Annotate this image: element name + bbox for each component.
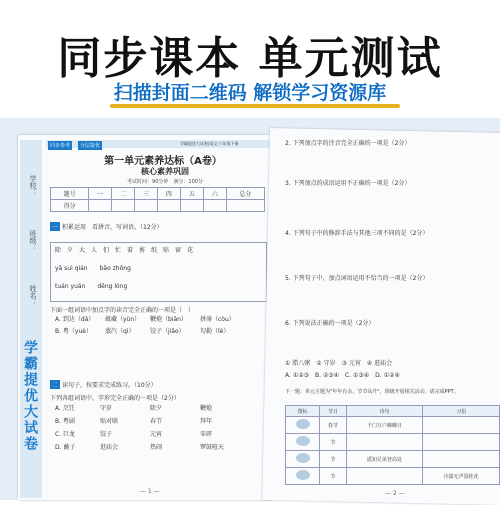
option-d: D. 蘸子 — [55, 444, 76, 451]
score-row-label: 得分 — [51, 200, 89, 212]
grid-cell[interactable] — [423, 417, 500, 434]
score-head: 五 — [180, 188, 203, 200]
word-b: B. 粤（yuè） — [55, 328, 92, 335]
option-c: 饺子 — [100, 431, 113, 438]
score-table — [50, 187, 265, 212]
score-cell[interactable] — [203, 200, 226, 212]
page-number-left: — 1 — — [140, 488, 160, 495]
banner-subtitle: 扫描封面二维码 解锁学习资源库 — [113, 82, 387, 104]
grid-cell: 春节 — [320, 417, 346, 434]
word-a: 拼凑（còu） — [200, 316, 235, 323]
section-3-text: 读句子，按要求完成练习。（10分） — [62, 382, 157, 389]
festival-icon — [286, 417, 320, 434]
grid-head: 图标 — [286, 406, 320, 417]
score-cell[interactable] — [180, 200, 203, 212]
word-b: 蒸汽（qì） — [105, 328, 135, 335]
score-head: 二 — [112, 188, 135, 200]
grid-cell: 冷露无声湿桂花 — [423, 468, 500, 485]
word-a: 鞭炮（biān） — [150, 316, 187, 323]
option-a: 除夕 — [150, 405, 163, 412]
grid-head: 习俗 — [423, 406, 500, 417]
name-label: 姓名： — [29, 285, 37, 306]
pinyin-line: tuán yuán dēng lóng — [55, 283, 128, 290]
option-a: 鞭炮 — [200, 405, 213, 412]
word-b: 饺子（jiǎo） — [150, 328, 185, 335]
option-c: 元宵 — [150, 431, 163, 438]
option-c: C. 巨龙 — [55, 431, 76, 438]
unit-title: 第一单元素养达标（A卷） — [104, 156, 222, 167]
grid-cell: 遥知兄弟登高处 — [346, 451, 423, 468]
subtitle-underline — [110, 104, 400, 108]
score-head: 六 — [203, 188, 226, 200]
pinyin-line: yā suì qián bǎo zhōng — [55, 265, 131, 272]
question-line: ① 腊八粥 ② 守岁 ③ 元宵 ④ 逛庙会 — [285, 360, 393, 367]
option-b: 拜年 — [200, 418, 213, 425]
grid-cell: 节 — [320, 468, 346, 485]
grid-cell: 千门万户曈曈日 — [346, 417, 423, 434]
banner — [0, 0, 500, 118]
pinyin-line: 除 夕 大 人 们 忙 着 剪 纸 贴 窗 花 — [55, 247, 194, 254]
grid-cell[interactable] — [346, 434, 423, 451]
section-tag: 二 — [52, 382, 59, 389]
section-1-text: 积累运用 看拼音，写词语。（12分） — [62, 224, 163, 231]
option-d: 锣鼓喧天 — [200, 444, 225, 451]
section-2: 下面一组词语中加点字的读音完全正确的一项是（ ） — [50, 307, 195, 314]
score-head: 一 — [89, 188, 112, 200]
festival-icon — [286, 468, 320, 485]
option-a: A. 烹饪 — [55, 405, 75, 412]
school-label: 学校： — [29, 175, 37, 196]
question-line: 6. 下列说法正确的一项是（2分） — [285, 320, 375, 327]
question-line: 2. 下列加点字的注音完全正确的一项是（2分） — [285, 140, 411, 147]
question-line: 3. 下列加点的成语运用不正确的一项是（2分） — [285, 180, 411, 187]
festival-table — [285, 405, 500, 485]
option-a: 守岁 — [100, 405, 113, 412]
word-a: A. 到达（dá） — [55, 316, 95, 323]
festival-icon — [286, 434, 320, 451]
score-cell[interactable] — [226, 200, 264, 212]
grid-cell[interactable] — [423, 451, 500, 468]
exam-info: 考试时间：90分钟 满分：100分 — [127, 179, 203, 185]
banner-title: 同步课本 单元测试 — [57, 33, 443, 84]
score-cell[interactable] — [135, 200, 158, 212]
option-c: 零碎 — [200, 431, 213, 438]
score-cell[interactable] — [157, 200, 180, 212]
tag-2: 分层提优 — [80, 143, 101, 149]
option-b: 春节 — [150, 418, 163, 425]
score-head: 四 — [157, 188, 180, 200]
question-line: 4. 下列句子中的修辞手法与其他三项不同的是（2分） — [285, 230, 429, 237]
grid-head: 诗句 — [346, 406, 423, 417]
word-a: 蕴藏（yùn） — [105, 316, 141, 323]
core-title: 核心素养巩固 — [141, 167, 189, 176]
section-1 — [50, 222, 163, 231]
tag-1: 同步参考 — [50, 143, 71, 149]
grid-cell[interactable] — [423, 434, 500, 451]
score-head: 题号 — [51, 188, 89, 200]
header-right: 学霸提优大试卷|语文·六年级下册 — [180, 141, 239, 146]
score-cell[interactable] — [112, 200, 135, 212]
score-cell[interactable] — [89, 200, 112, 212]
section-tag: 一 — [52, 224, 59, 231]
word-b: 勾勒（lè） — [200, 328, 230, 335]
score-head: 三 — [135, 188, 158, 200]
option-b: B. 粤剧 — [55, 418, 75, 425]
festival-icon — [286, 451, 320, 468]
score-head: 总分 — [226, 188, 264, 200]
section-4: 下列各组词语中，字形完全正确的一项是（2分） — [50, 395, 180, 402]
question-line: 5. 下列句子中，加点词语运用不恰当的一项是（2分） — [285, 275, 429, 282]
grid-section: 下一题：单元主题为"年年有余，节节高升"，班级开展相关活动，请完成PPT。 — [285, 389, 459, 395]
grid-head: 节日 — [320, 406, 346, 417]
grid-cell: 节 — [320, 434, 346, 451]
class-label: 班级： — [29, 230, 37, 251]
option-d: 逛庙会 — [100, 444, 119, 451]
section-3 — [50, 380, 157, 389]
option-d: 热闹 — [150, 444, 163, 451]
option-b: 贴对联 — [100, 418, 119, 425]
grid-cell[interactable] — [346, 468, 423, 485]
page-number-right: — 2 — — [385, 490, 405, 497]
question-line: A. ①②③ B. ②③④ C. ①③④ D. ①②④ — [285, 372, 400, 379]
spine-brand: 学霸提优大试卷 — [22, 340, 38, 452]
grid-cell: 节 — [320, 451, 346, 468]
pinyin-box — [50, 242, 267, 302]
